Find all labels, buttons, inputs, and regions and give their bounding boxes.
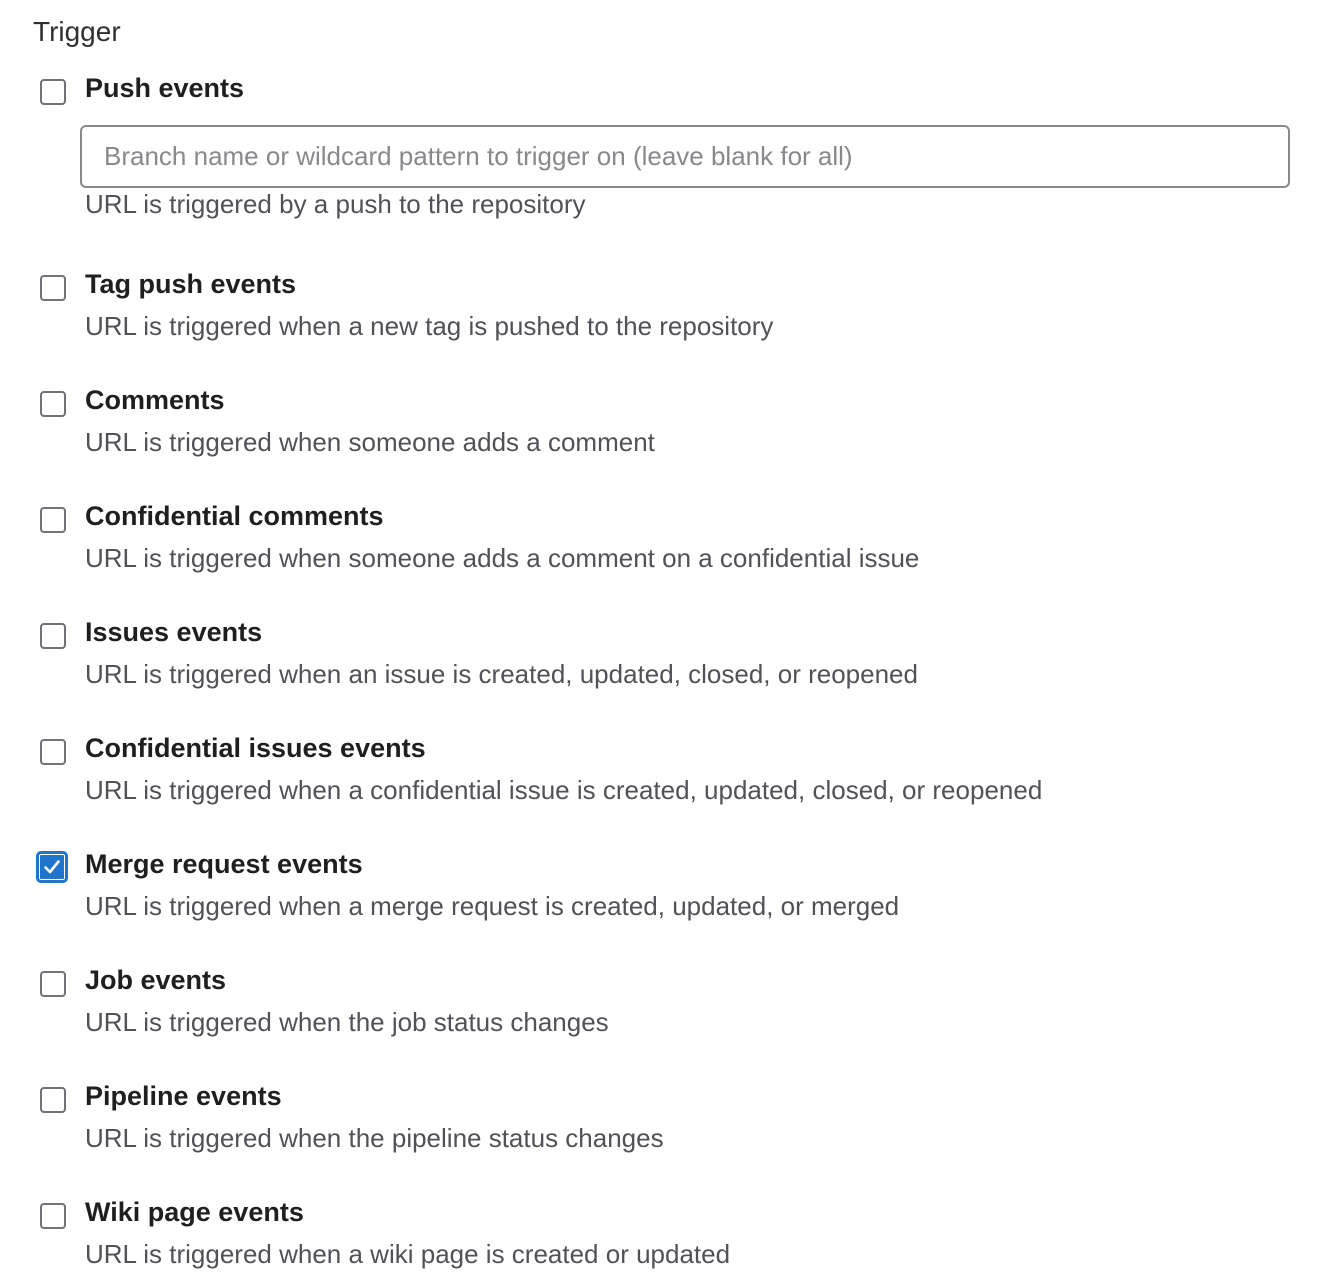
issues-events-help: URL is triggered when an issue is created, updated, closed, or reopened xyxy=(85,659,918,689)
issues-events-label[interactable]: Issues events xyxy=(85,617,263,647)
push-events-checkbox[interactable] xyxy=(40,79,66,105)
tag-push-events-help: URL is triggered when a new tag is pushed to the repository xyxy=(85,311,774,341)
pipeline-events-label[interactable]: Pipeline events xyxy=(85,1081,282,1111)
job-events-help: URL is triggered when the job status changes xyxy=(85,1007,609,1037)
wiki-page-events-label[interactable]: Wiki page events xyxy=(85,1197,304,1227)
tag-push-events-label[interactable]: Tag push events xyxy=(85,269,297,299)
merge-request-events-label[interactable]: Merge request events xyxy=(85,849,363,879)
confidential-comments-checkbox[interactable] xyxy=(40,507,66,533)
merge-request-events-checkbox[interactable] xyxy=(36,851,68,883)
pipeline-events-checkbox[interactable] xyxy=(40,1087,66,1113)
job-events-checkbox[interactable] xyxy=(40,971,66,997)
confidential-comments-label[interactable]: Confidential comments xyxy=(85,501,384,531)
job-events-label[interactable]: Job events xyxy=(85,965,227,995)
comments-label[interactable]: Comments xyxy=(85,385,225,415)
comments-checkbox[interactable] xyxy=(40,391,66,417)
push-events-help: URL is triggered by a push to the repository xyxy=(85,189,586,219)
push-branch-filter-input[interactable] xyxy=(80,125,1290,188)
confidential-comments-help: URL is triggered when someone adds a comment on a confidential issue xyxy=(85,543,920,573)
checkmark-icon xyxy=(42,857,62,877)
confidential-issues-events-help: URL is triggered when a confidential issue is created, updated, closed, or reopened xyxy=(85,775,1043,805)
wiki-page-events-help: URL is triggered when a wiki page is created or updated xyxy=(85,1239,731,1269)
pipeline-events-help: URL is triggered when the pipeline status changes xyxy=(85,1123,664,1153)
comments-help: URL is triggered when someone adds a comment xyxy=(85,427,655,457)
push-events-label[interactable]: Push events xyxy=(85,73,245,103)
tag-push-events-checkbox[interactable] xyxy=(40,275,66,301)
section-title: Trigger xyxy=(33,16,121,47)
confidential-issues-events-checkbox[interactable] xyxy=(40,739,66,765)
confidential-issues-events-label[interactable]: Confidential issues events xyxy=(85,733,426,763)
issues-events-checkbox[interactable] xyxy=(40,623,66,649)
merge-request-events-help: URL is triggered when a merge request is created, updated, or merged xyxy=(85,891,900,921)
wiki-page-events-checkbox[interactable] xyxy=(40,1203,66,1229)
